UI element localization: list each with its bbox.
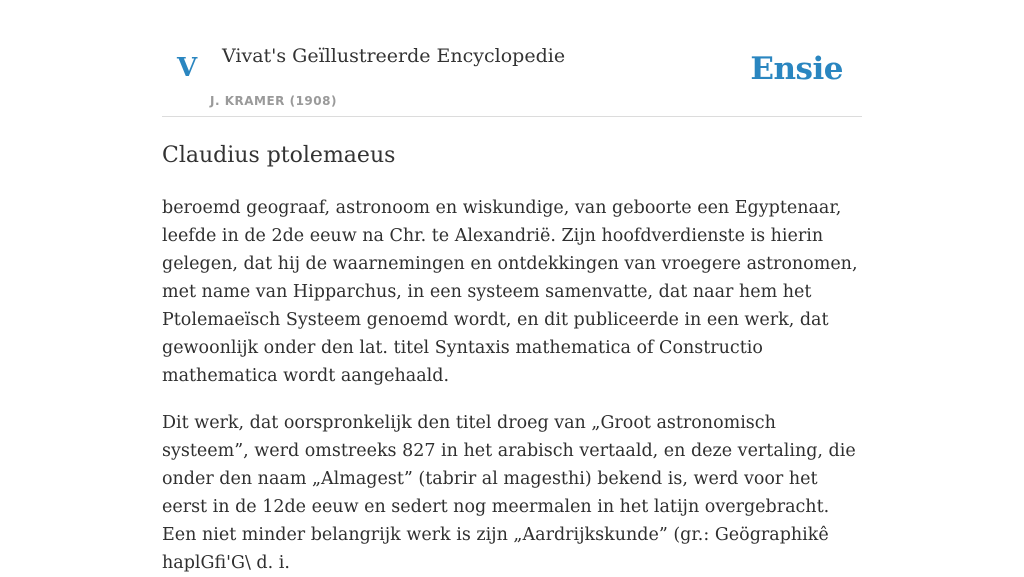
article-title: Claudius ptolemaeus: [162, 143, 396, 168]
page: [162, 0, 862, 573]
book-logo[interactable]: V: [177, 53, 198, 83]
book-author: J. KRAMER (1908): [210, 94, 337, 108]
article-paragraph: Dit werk, dat oorspronkelijk den titel droeg van „Groot astronomisch systeem”, werd omstreeks 827 in het arabisch vertaald, en deze vertaling, die onder den naam „Almagest” (tabrir al magesthi) bekend is, werd voor het eerst in de 12de eeuw en sedert nog meermalen in het latijn overgebracht. Een niet minder belangrijk werk is zijn „Aardrijkskunde” (gr.: Geögraphikê haplGfi'G\ d. i.: [162, 413, 856, 573]
article-body: [162, 194, 862, 577]
header: [162, 0, 862, 117]
article-paragraph: beroemd geograaf, astronoom en wiskundige, van geboorte een Egyptenaar, leefde in de 2de eeuw na Chr. te Alexandrië. Zijn hoofdverdienste is hierin gelegen, dat hij de waarnemingen en ontdekkingen van vroegere astronomen, met name van Hipparchus, in een systeem samenvatte, dat naar hem het Ptolemaeïsch Systeem genoemd wordt, en dit publiceerde in een werk, dat gewoonlijk onder den lat. titel Syntaxis mathematica of Constructio mathematica wordt aangehaald.: [162, 198, 858, 386]
ensie-logo[interactable]: Ensie: [750, 51, 843, 87]
book-title-link[interactable]: Vivat's Geïllustreerde Encyclopedie: [222, 45, 566, 67]
